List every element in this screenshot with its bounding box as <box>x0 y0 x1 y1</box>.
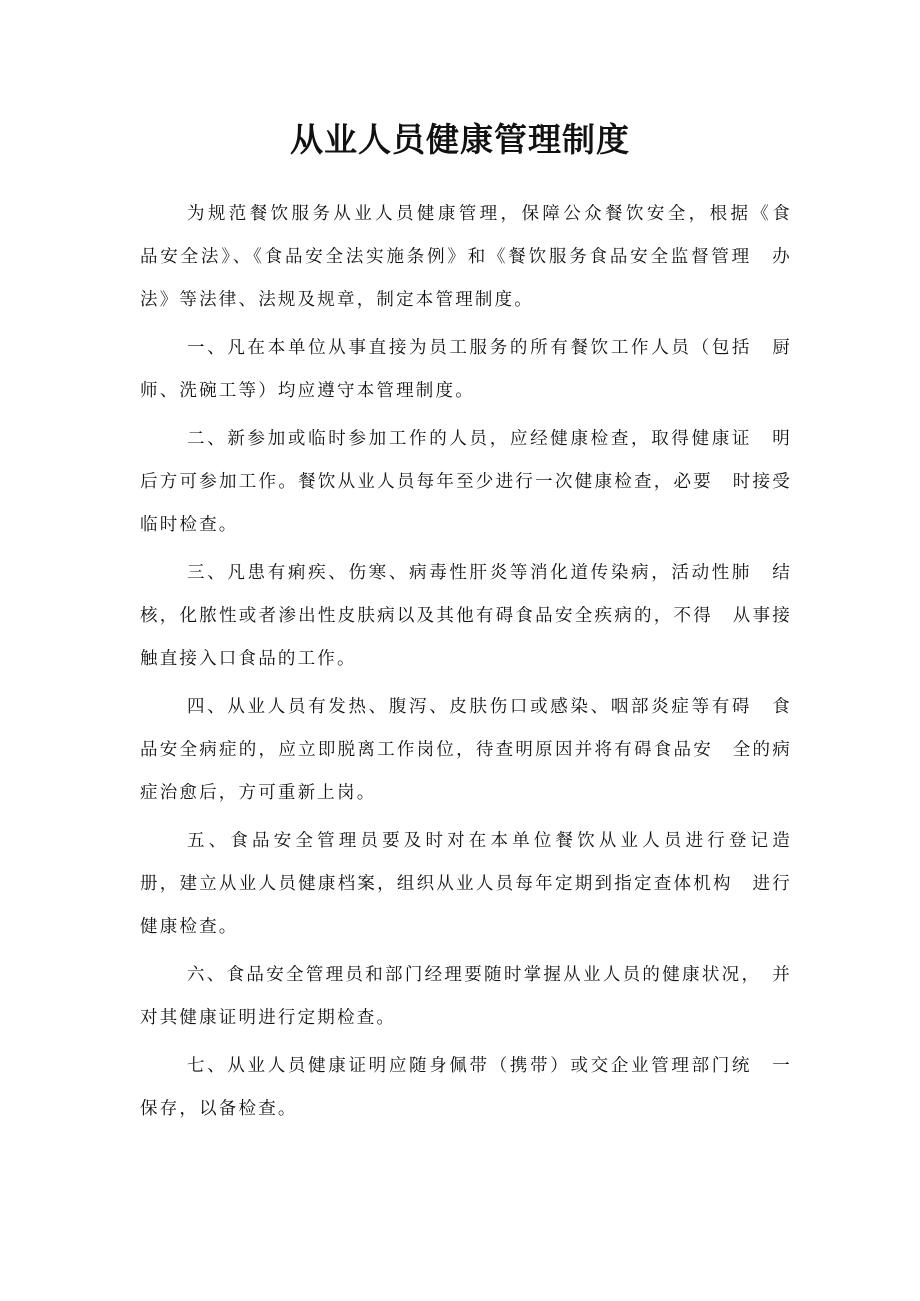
document-body <box>140 193 832 1136</box>
paragraph-intro: 为规范餐饮服务从业人员健康管理，保障公众餐饮安全，根据《食 品安全法》、《食品安全法实施条例》和《餐饮服务食品安全监督管理 办法》等法律、法规及规章，制定本管理制度。 <box>140 204 812 310</box>
paragraph-5: 五、食品安全管理员要及时对在本单位餐饮从业人员进行登记造 册，建立从业人员健康档案，组织从业人员每年定期到指定查体机构 进行健康检查。 <box>140 831 832 937</box>
paragraph-1: 一、凡在本单位从事直接为员工服务的所有餐饮工作人员（包括 厨师、洗碗工等）均应遵守本管理制度。 <box>140 338 792 401</box>
paragraph-6: 六、食品安全管理员和部门经理要随时掌握从业人员的健康状况， 并对其健康证明进行定期检查。 <box>140 965 792 1028</box>
paragraph-4: 四、从业人员有发热、腹泻、皮肤伤口或感染、咽部炎症等有碍 食品安全病症的，应立即脱离工作岗位，待查明原因并将有碍食品安 全的病症治愈后，方可重新上岗。 <box>140 697 792 803</box>
paragraph-3: 三、凡患有痢疾、伤寒、病毒性肝炎等消化道传染病，活动性肺 结核，化脓性或者渗出性皮肤病以及其他有碍食品安全疾病的，不得 从事接触直接入口食品的工作。 <box>140 563 792 669</box>
paragraph-2: 二、新参加或临时参加工作的人员，应经健康检查，取得健康证 明后方可参加工作。餐饮从业人员每年至少进行一次健康检查，必要 时接受临时检查。 <box>140 429 792 535</box>
page-title: 从业人员健康管理制度 <box>290 120 630 159</box>
paragraph-7: 七、从业人员健康证明应随身佩带（携带）或交企业管理部门统 一保存，以备检查。 <box>140 1056 792 1119</box>
